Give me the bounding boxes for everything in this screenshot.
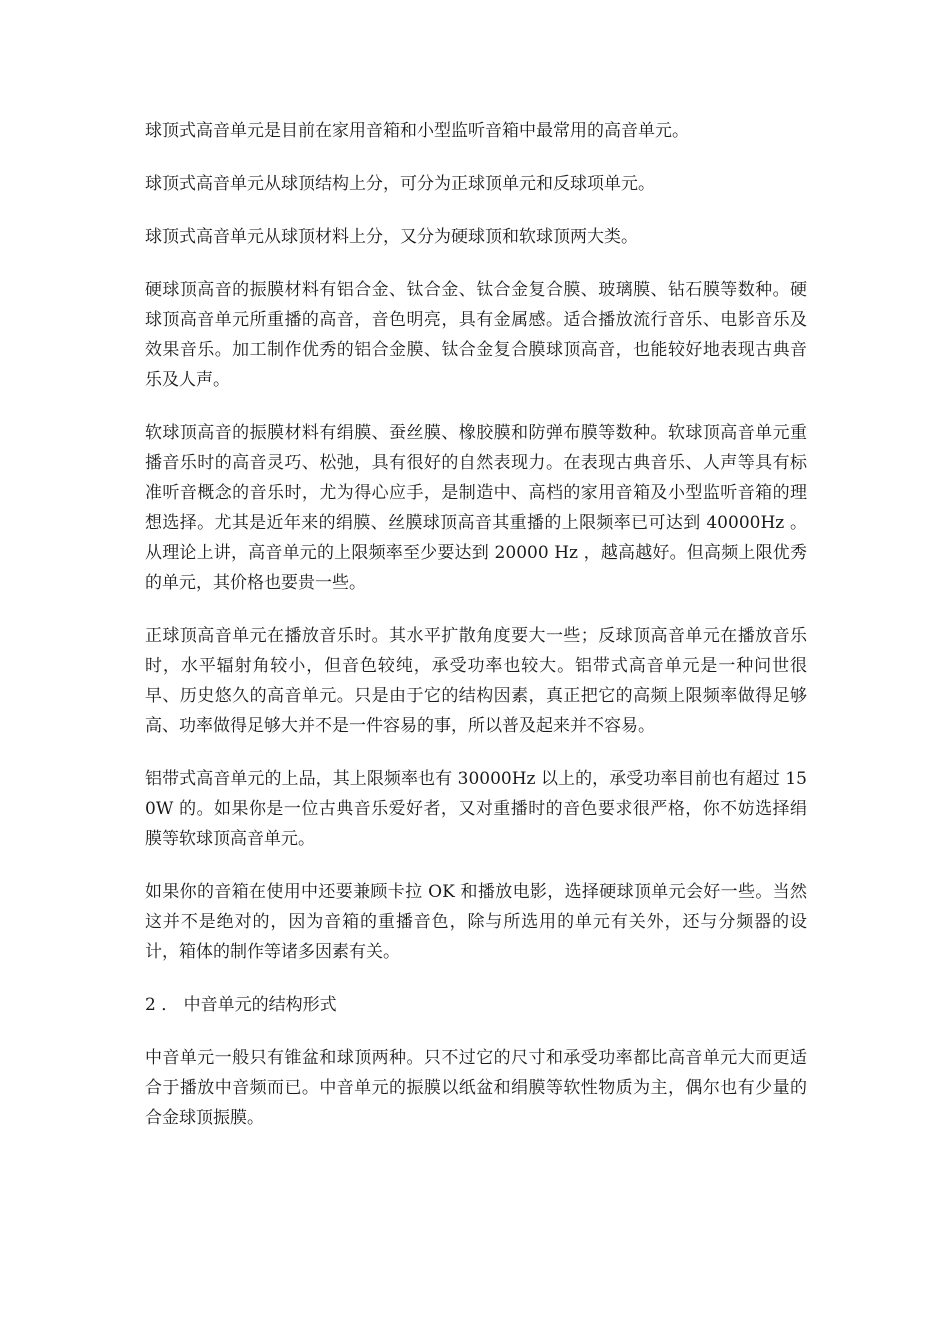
paragraph-hard-dome: 硬球顶高音的振膜材料有铝合金、钛合金、钛合金复合膜、玻璃膜、钻石膜等数种。硬球顶高音单元所重播的高音，音色明亮，具有金属感。适合播放流行音乐、电影音乐及效果音乐。加工制作优秀的铝合金膜、钛合金复合膜球顶高音，也能较好地表现古典音乐及人声。 xyxy=(145,280,807,390)
paragraph-dome-comparison: 正球顶高音单元在播放音乐时。其水平扩散角度要大一些；反球顶高音单元在播放音乐时，水平辐射角较小，但音色较纯，承受功率也较大。铝带式高音单元是一种问世很早、历史悠久的高音单元。只是由于它的结构因素，真正把它的高频上限频率做得足够高、功率做得足够大并不是一件容易的事，所以普及起来并不容易。 xyxy=(145,626,807,736)
paragraph-dome-structure: 球顶式高音单元从球顶结构上分，可分为正球顶单元和反球项单元。 xyxy=(145,174,655,194)
paragraph-dome-tweeter-intro: 球顶式高音单元是目前在家用音箱和小型监听音箱中最常用的高音单元。 xyxy=(145,121,689,141)
paragraph-ribbon-tweeter: 铝带式高音单元的上品，其上限频率也有 30000Hz 以上的，承受功率目前也有超过 150W 的。如果你是一位古典音乐爱好者，又对重播时的音色要求很严格，你不妨选择绢膜等软球顶高音单元。 xyxy=(145,769,807,849)
paragraph-karaoke-advice: 如果你的音箱在使用中还要兼顾卡拉 OK 和播放电影，选择硬球顶单元会好一些。当然这并不是绝对的，因为音箱的重播音色，除与所选用的单元有关外，还与分频器的设计，箱体的制作等诸多因素有关。 xyxy=(145,882,807,962)
paragraph-dome-material: 球顶式高音单元从球顶材料上分，又分为硬球顶和软球顶两大类。 xyxy=(145,227,638,247)
paragraph-soft-dome: 软球顶高音的振膜材料有绢膜、蚕丝膜、橡胶膜和防弹布膜等数种。软球顶高音单元重播音乐时的高音灵巧、松弛，具有很好的自然表现力。在表现古典音乐、人声等具有标准听音概念的音乐时，尤为得心应手，是制造中、高档的家用音箱及小型监听音箱的理想选择。尤其是近年来的绢膜、丝膜球顶高音其重播的上限频率已可达到 40000Hz 。从理论上讲，高音单元的上限频率至少要达到 20000 Hz ，越高越好。但高频上限优秀的单元，其价格也要贵一些。 xyxy=(145,423,807,593)
section-heading-midrange: 2 ． 中音单元的结构形式 xyxy=(145,995,337,1015)
paragraph-midrange: 中音单元一般只有锥盆和球顶两种。只不过它的尺寸和承受功率都比高音单元大而更适合于播放中音频而已。中音单元的振膜以纸盆和绢膜等软性物质为主，偶尔也有少量的合金球顶振膜。 xyxy=(145,1048,807,1128)
document-page xyxy=(145,116,807,1156)
